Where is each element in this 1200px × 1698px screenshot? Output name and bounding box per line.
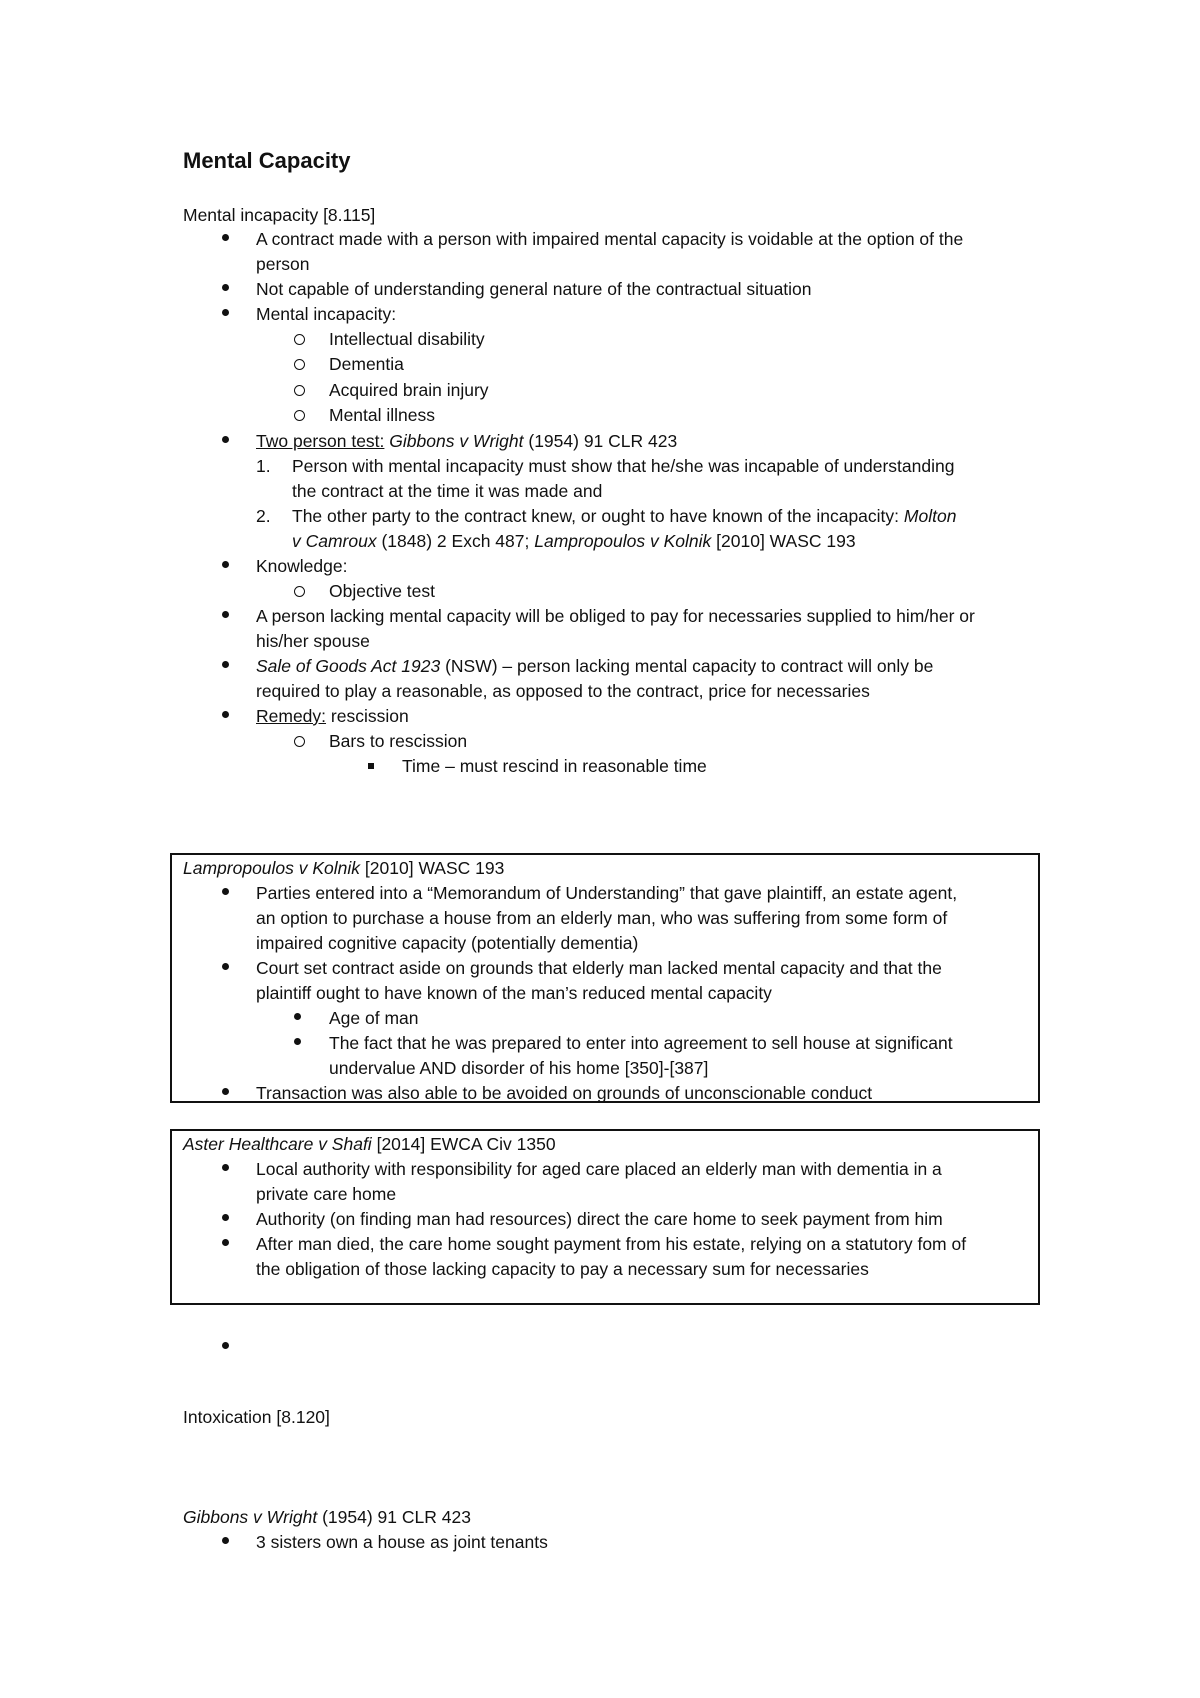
bullet-icon bbox=[222, 661, 229, 668]
square-bullet-icon bbox=[368, 763, 374, 769]
bullet-icon bbox=[222, 963, 229, 970]
list-item: Mental incapacity: bbox=[256, 304, 397, 324]
sub-list-item: Acquired brain injury bbox=[329, 380, 489, 400]
case-box-heading bbox=[183, 856, 504, 881]
bullet-icon bbox=[222, 1537, 229, 1544]
case-name: Lampropoulos v Kolnik bbox=[534, 531, 712, 551]
bullet-icon bbox=[222, 309, 229, 316]
bullet-icon bbox=[222, 234, 229, 241]
list-item-two-person-test bbox=[256, 429, 677, 454]
list-item-continuation: his/her spouse bbox=[256, 631, 370, 651]
bullet-icon bbox=[222, 1342, 229, 1349]
case-name: Molton bbox=[903, 506, 957, 526]
sub-list-item-continuation: undervalue AND disorder of his home [350]-[387] bbox=[329, 1058, 709, 1078]
case-citation: [2010] WASC 193 bbox=[716, 531, 856, 551]
list-item-continuation: person bbox=[256, 254, 310, 274]
sub-list-item: The fact that he was prepared to enter into agreement to sell house at significant bbox=[329, 1033, 953, 1053]
list-item: Court set contract aside on grounds that elderly man lacked mental capacity and that the bbox=[256, 958, 942, 978]
section-heading-mental-incapacity: Mental incapacity [8.115] bbox=[183, 205, 376, 225]
case-citation: (1954) 91 CLR 423 bbox=[322, 1507, 471, 1527]
sub-list-item: Objective test bbox=[329, 581, 436, 601]
case-citation: (1954) 91 CLR 423 bbox=[528, 431, 678, 451]
circle-bullet-icon bbox=[294, 359, 305, 370]
circle-bullet-icon bbox=[294, 736, 305, 747]
circle-bullet-icon bbox=[294, 334, 305, 345]
case-name: Lampropoulos v Kolnik bbox=[183, 858, 361, 878]
case-box-heading bbox=[183, 1132, 556, 1157]
bullet-icon bbox=[222, 1088, 229, 1095]
bullet-icon bbox=[222, 436, 229, 443]
numbered-list-marker: 1. bbox=[256, 456, 271, 476]
list-item bbox=[256, 654, 933, 679]
list-item: Transaction was also able to be avoided on grounds of unconscionable conduct bbox=[256, 1083, 873, 1103]
bullet-icon bbox=[222, 284, 229, 291]
list-item: 3 sisters own a house as joint tenants bbox=[256, 1532, 548, 1552]
list-item: Not capable of understanding general nature of the contractual situation bbox=[256, 279, 812, 299]
list-item-continuation: private care home bbox=[256, 1184, 397, 1204]
list-item-continuation: impaired cognitive capacity (potentially dementia) bbox=[256, 933, 639, 953]
case-name: Aster Healthcare v Shafi bbox=[183, 1134, 372, 1154]
list-item-text: (NSW) – person lacking mental capacity to contract will only be bbox=[445, 656, 934, 676]
case-citation: (1848) 2 Exch 487; bbox=[381, 531, 530, 551]
bullet-icon bbox=[222, 611, 229, 618]
bullet-icon bbox=[294, 1013, 301, 1020]
numbered-list-item: Person with mental incapacity must show that he/she was incapable of understanding bbox=[292, 456, 955, 476]
case-name: v Camroux bbox=[292, 531, 377, 551]
list-item: Parties entered into a “Memorandum of Understanding” that gave plaintiff, an estate agent, bbox=[256, 883, 958, 903]
list-item-continuation: plaintiff ought to have known of the man’s reduced mental capacity bbox=[256, 983, 772, 1003]
numbered-list-item bbox=[292, 504, 956, 529]
list-item-continuation: an option to purchase a house from an elderly man, who was suffering from some form of bbox=[256, 908, 948, 928]
remedy-label: Remedy: bbox=[256, 706, 327, 726]
bullet-icon bbox=[222, 888, 229, 895]
bullet-icon bbox=[222, 1214, 229, 1221]
page-title: Mental Capacity bbox=[183, 148, 351, 173]
case-heading-gibbons bbox=[183, 1505, 471, 1530]
case-name: Gibbons v Wright bbox=[183, 1507, 318, 1527]
circle-bullet-icon bbox=[294, 385, 305, 396]
sub-list-item: Bars to rescission bbox=[329, 731, 468, 751]
sub-list-item: Intellectual disability bbox=[329, 329, 485, 349]
bullet-icon bbox=[294, 1038, 301, 1045]
sub-sub-list-item: Time – must rescind in reasonable time bbox=[402, 756, 707, 776]
bullet-icon bbox=[222, 711, 229, 718]
section-heading-intoxication: Intoxication [8.120] bbox=[183, 1407, 330, 1427]
circle-bullet-icon bbox=[294, 586, 305, 597]
case-name: Gibbons v Wright bbox=[389, 431, 524, 451]
list-item: Authority (on finding man had resources) direct the care home to seek payment from him bbox=[256, 1209, 943, 1229]
list-item: A contract made with a person with impaired mental capacity is voidable at the option of the bbox=[256, 229, 964, 249]
sub-list-item: Age of man bbox=[329, 1008, 419, 1028]
numbered-list-marker: 2. bbox=[256, 506, 271, 526]
bullet-icon bbox=[222, 561, 229, 568]
remedy-text: rescission bbox=[330, 706, 409, 726]
list-item: A person lacking mental capacity will be obliged to pay for necessaries supplied to him/her or bbox=[256, 606, 975, 626]
list-item bbox=[256, 704, 409, 729]
numbered-list-item-continuation bbox=[292, 529, 856, 554]
act-name: Sale of Goods Act 1923 bbox=[256, 656, 441, 676]
bullet-icon bbox=[222, 1164, 229, 1171]
numbered-list-text: The other party to the contract knew, or ought to have known of the incapacity: bbox=[292, 506, 900, 526]
case-citation: [2010] WASC 193 bbox=[364, 858, 505, 878]
sub-list-item: Mental illness bbox=[329, 405, 436, 425]
sub-list-item: Dementia bbox=[329, 354, 404, 374]
list-item-continuation: required to play a reasonable, as opposed to the contract, price for necessaries bbox=[256, 681, 870, 701]
case-citation: [2014] EWCA Civ 1350 bbox=[376, 1134, 556, 1154]
list-item: Local authority with responsibility for aged care placed an elderly man with dementia in a bbox=[256, 1159, 942, 1179]
circle-bullet-icon bbox=[294, 410, 305, 421]
list-item: After man died, the care home sought payment from his estate, relying on a statutory fom of bbox=[256, 1234, 967, 1254]
list-item: Knowledge: bbox=[256, 556, 348, 576]
bullet-icon bbox=[222, 1239, 229, 1246]
numbered-list-item-continuation: the contract at the time it was made and bbox=[292, 481, 603, 501]
list-item-continuation: the obligation of those lacking capacity to pay a necessary sum for necessaries bbox=[256, 1259, 869, 1279]
two-person-test-label: Two person test: bbox=[256, 431, 385, 451]
